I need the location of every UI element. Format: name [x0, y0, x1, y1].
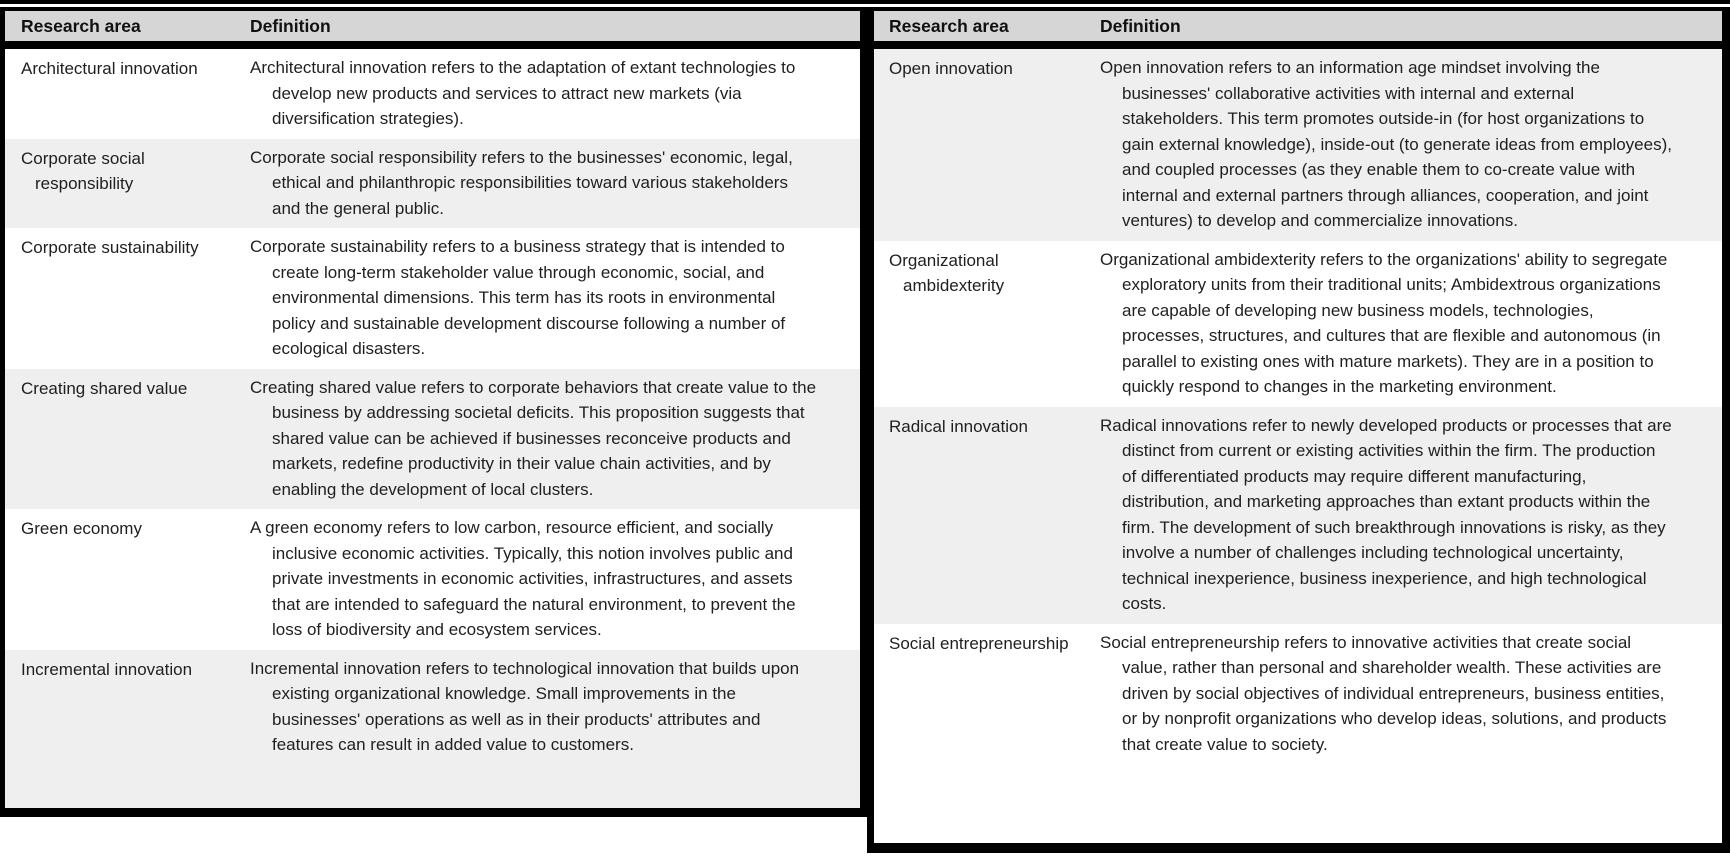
definition-header: Definition — [250, 15, 331, 36]
research-area-cell: Social entrepreneurship — [889, 633, 1069, 653]
definition-cell: Social entrepreneurship refers to innovative activities that create social value, rather than personal and shareholder wealth. These activities are driven by social objectives of individual entrepreneurs, business entities, or by nonprofit organizations who develop ideas, solutions, and products that create value to society. — [1100, 632, 1667, 754]
definition-cell: Creating shared value refers to corporate behaviors that create value to the business by addressing societal deficits. This proposition suggests that shared value can be achieved if businesses reconceive products and markets, redefine productivity in their value chain activities, and by enabling the development of local clusters. — [250, 377, 817, 499]
table-body — [5, 49, 860, 808]
definitions-table-right — [867, 7, 1730, 853]
table-header-row — [5, 11, 860, 41]
research-area-header: Research area — [21, 15, 141, 36]
table-header-row — [874, 11, 1722, 41]
research-area-cell: Open innovation — [889, 59, 1013, 78]
table-row — [5, 509, 860, 650]
definition-cell: Corporate sustainability refers to a business strategy that is intended to create long-term stakeholder value through economic, social, and environmental dimensions. This term has its roots in environmental policy and sustainable development discourse following a number of ecological disasters. — [250, 237, 786, 358]
research-area-cell: Architectural innovation — [21, 59, 198, 78]
definition-header: Definition — [1100, 15, 1181, 36]
research-area-header: Research area — [889, 15, 1009, 36]
header-divider-rule — [5, 41, 860, 49]
definition-cell: Architectural innovation refers to the adaptation of extant technologies to develop new products and services to attract new markets (via diversification strategies). — [250, 58, 796, 128]
table-row — [874, 624, 1722, 844]
table-body — [874, 49, 1722, 843]
header-divider-rule — [874, 41, 1722, 49]
definition-cell: Radical innovations refer to newly developed products or processes that are distinct from current or existing activities within the firm. The production of differentiated products may require different manufacturing, distribution, and marketing approaches than extant products within the firm. The development of such breakthrough innovations is risky, as they involve a number of challenges including technological uncertainty, technical inexperience, business inexperience, and high technological costs. — [1100, 415, 1672, 613]
table-row — [5, 49, 860, 139]
research-area-cell: Organizational ambidexterity — [889, 250, 1005, 295]
research-area-cell: Incremental innovation — [21, 659, 193, 679]
definition-cell: A green economy refers to low carbon, resource efficient, and socially inclusive economic activities. Typically, this notion involves public and private investments in economic activities, infrastructures, and assets that are intended to safeguard the natural environment, to prevent the loss of biodiversity and ecosystem services. — [250, 518, 796, 639]
definitions-table-left — [0, 7, 867, 817]
definition-cell: Corporate social responsibility refers to the businesses' economic, legal, ethical and philanthropic responsibilities toward various stakeholders and the general public. — [250, 147, 793, 218]
definition-cell: Organizational ambidexterity refers to the organizations' ability to segregate exploratory units from their traditional units; Ambidextrous organizations are capable of developing new business models, technologies, processes, structures, and cultures that are flexible and autonomous (in parallel to existing ones with mature markets). They are in a position to quickly respond to changes in the marketing environment. — [1100, 249, 1668, 396]
definition-cell: Incremental innovation refers to technological innovation that builds upon existing organizational knowledge. Small improvements in the businesses' operations as well as in their products' attributes and features can result in added value to customers. — [250, 658, 800, 754]
outer-top-rule — [0, 0, 1730, 4]
research-area-cell: Creating shared value — [21, 378, 188, 398]
research-area-cell: Green economy — [21, 519, 142, 538]
table-row — [874, 407, 1722, 624]
table-row — [5, 228, 860, 369]
table-row — [5, 650, 860, 809]
table-row — [874, 241, 1722, 407]
definition-cell: Open innovation refers to an information age mindset involving the businesses' collaborative activities with internal and external stakeholders. This term promotes outside-in (for host organizations to gain external knowledge), inside-out (to generate ideas from employees), and coupled processes (as they enable them to co-create value with internal and external partners through alliances, cooperation, and joint ventures) to develop and commercialize innovations. — [1100, 58, 1672, 230]
research-area-cell: Corporate sustainability — [21, 238, 199, 257]
table-row — [874, 49, 1722, 241]
research-area-cell: Radical innovation — [889, 416, 1028, 436]
research-area-cell: Corporate social responsibility — [21, 148, 145, 193]
table-row — [5, 139, 860, 229]
table-row — [5, 369, 860, 510]
